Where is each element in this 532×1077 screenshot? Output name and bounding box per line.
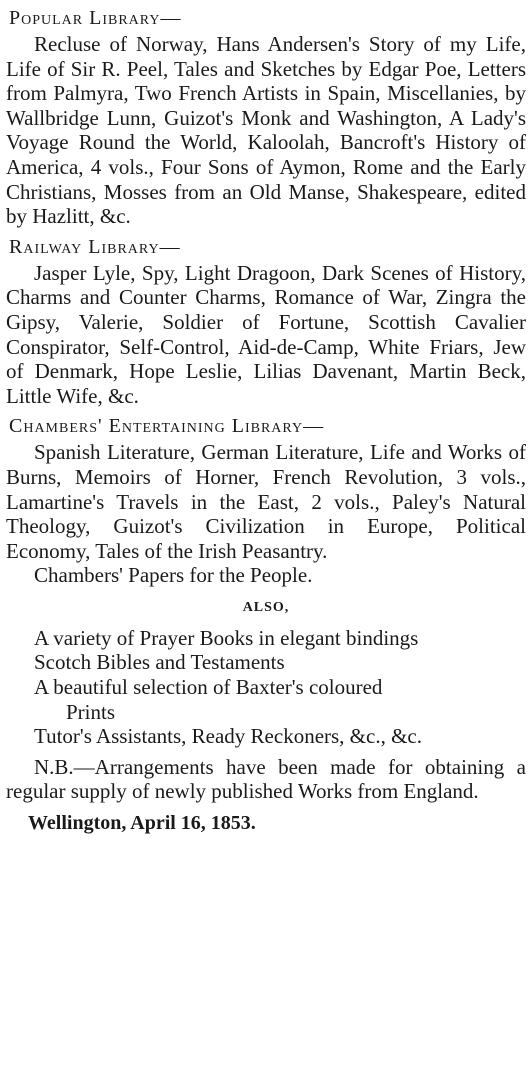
also-item-bibles: Scotch Bibles and Testaments <box>34 650 285 675</box>
railway-library-heading: Railway Library— <box>9 235 181 258</box>
also-item-baxter-prints: A beautiful selection of Baxter's coloured <box>34 675 383 700</box>
signoff-date-line: Wellington, April 16, 1853. <box>28 812 256 835</box>
popular-library-heading: Popular Library— <box>9 7 182 29</box>
chambers-library-heading: Chambers' Entertaining Library— <box>9 415 325 438</box>
popular-library-list: Recluse of Norway, Hans Andersen's Story of my Life, Life of Sir R. Peel, Tales and Sketches by Edgar Poe, Letters from Palmyra, Two French Artists in Spain, Miscellanies, by Wallbridge Lunn, Guizot's Monk and Washington, A Lady's Voyage Round the World, Kaloolah, Bancroft's History of America, 4 vols., Four Sons of Aymon, Rome and the Early Christians, Mosses from an Old Manse, Shakespeare, edited by Hazlitt, &c. <box>6 32 526 229</box>
chambers-library-list: Spanish Literature, German Literature, Life and Works of Burns, Memoirs of Horner, French Revolution, 3 vols., Lamartine's Travels in the East, 2 vols., Paley's Natural Theology, Guizot's Civilization in Europe, Political Economy, Tales of the Irish Peasantry. <box>6 440 526 563</box>
also-item-prayer-books: A variety of Prayer Books in elegant bindings <box>34 625 419 650</box>
also-label: ALSO, <box>242 599 290 615</box>
nb-notice: N.B.—Arrangements have been made for obtaining a regular supply of newly published Works from England. <box>6 754 526 804</box>
also-item-baxter-prints-cont: Prints <box>66 699 116 724</box>
chambers-papers-line: Chambers' Papers for the People. <box>34 563 313 588</box>
also-item-tutors-assistants: Tutor's Assistants, Ready Reckoners, &c., &c. <box>34 724 422 749</box>
railway-library-list: Jasper Lyle, Spy, Light Dragoon, Dark Scenes of History, Charms and Counter Charms, Romance of War, Zingra the Gipsy, Valerie, Soldier of Fortune, Scottish Cavalier Conspirator, Self-Control, Aid-de-Camp, White Friars, Jew of Denmark, Hope Leslie, Lilias Davenant, Martin Beck, Little Wife, &c. <box>6 260 526 408</box>
